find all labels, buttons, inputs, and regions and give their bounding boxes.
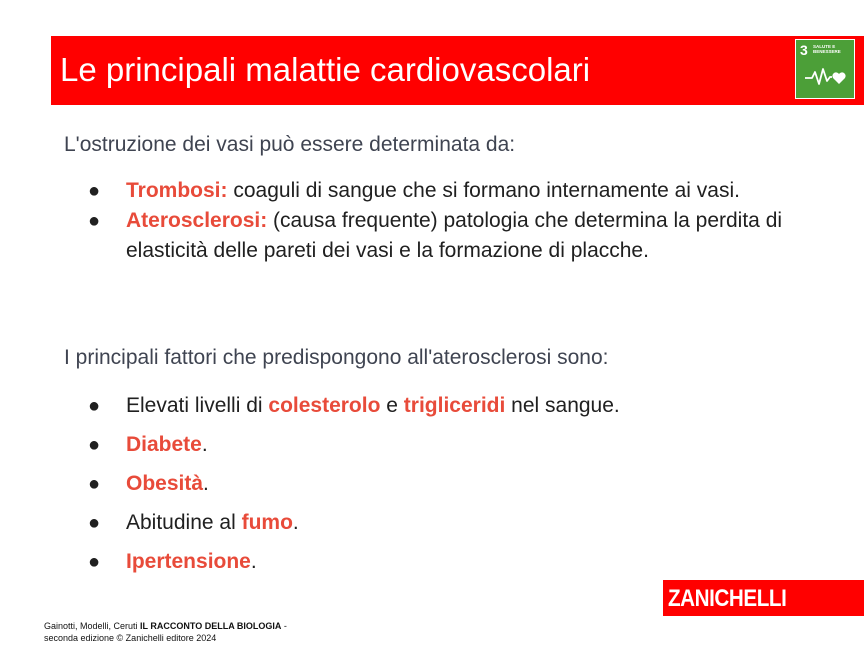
term-highlight: Aterosclerosi: (126, 209, 268, 232)
list-item (88, 206, 808, 266)
causes-list (88, 176, 808, 266)
term-highlight: Diabete (126, 433, 202, 456)
footer-book-title: IL RACCONTO DELLA BIOLOGIA (140, 621, 282, 631)
bullet-icon: ● (88, 180, 101, 202)
bullet-icon: ● (88, 395, 101, 417)
sdg-badge (795, 39, 855, 99)
sdg-number: 3 (800, 42, 808, 58)
item-text: (causa frequente) patologia che determina la perdita di elasticità delle pareti dei vasi e la formazione di placche. (126, 209, 783, 262)
term-highlight: fumo (241, 511, 293, 534)
bullet-icon: ● (88, 512, 101, 534)
risk-factors-list (88, 391, 808, 586)
intro-obstruction: L'ostruzione dei vasi può essere determinata da: (64, 133, 516, 156)
item-text: . (203, 472, 209, 495)
term-highlight: Ipertensione (126, 550, 251, 573)
footer-credits (44, 620, 287, 644)
item-text: . (201, 433, 208, 456)
sdg-label: SALUTE E BENESSERE (813, 44, 841, 54)
item-text: e (380, 394, 404, 417)
list-item (88, 176, 808, 206)
bullet-icon: ● (88, 434, 101, 456)
publisher-logo: ZANICHELLI (668, 585, 787, 612)
list-item (88, 508, 808, 538)
list-item (88, 469, 808, 499)
list-item (88, 391, 808, 421)
term-highlight: Obesità (126, 472, 204, 495)
heartbeat-icon (804, 66, 848, 88)
item-text: . (292, 511, 299, 534)
list-item (88, 430, 808, 460)
intro-risk-factors: I principali fattori che predispongono all'aterosclerosi sono: (64, 346, 609, 369)
item-text: Elevati livelli di (126, 394, 269, 417)
footer-authors: Gainotti, Modelli, Ceruti (44, 621, 141, 631)
list-item (88, 547, 808, 577)
page-title: Le principali malattie cardiovascolari (60, 51, 591, 88)
item-text: . (250, 550, 257, 573)
item-text: Abitudine al (126, 511, 242, 534)
item-text: nel sangue. (505, 394, 620, 417)
bullet-icon: ● (88, 473, 101, 495)
footer-separator: - (281, 621, 287, 631)
bullet-icon: ● (88, 210, 101, 232)
bullet-icon: ● (88, 551, 101, 573)
term-highlight: trigliceridi (403, 394, 506, 417)
footer-edition: seconda edizione © Zanichelli editore 2024 (44, 633, 217, 643)
term-highlight: colesterolo (268, 394, 381, 417)
item-text: coaguli di sangue che si formano internamente ai vasi. (227, 179, 740, 202)
term-highlight: Trombosi: (126, 179, 228, 202)
